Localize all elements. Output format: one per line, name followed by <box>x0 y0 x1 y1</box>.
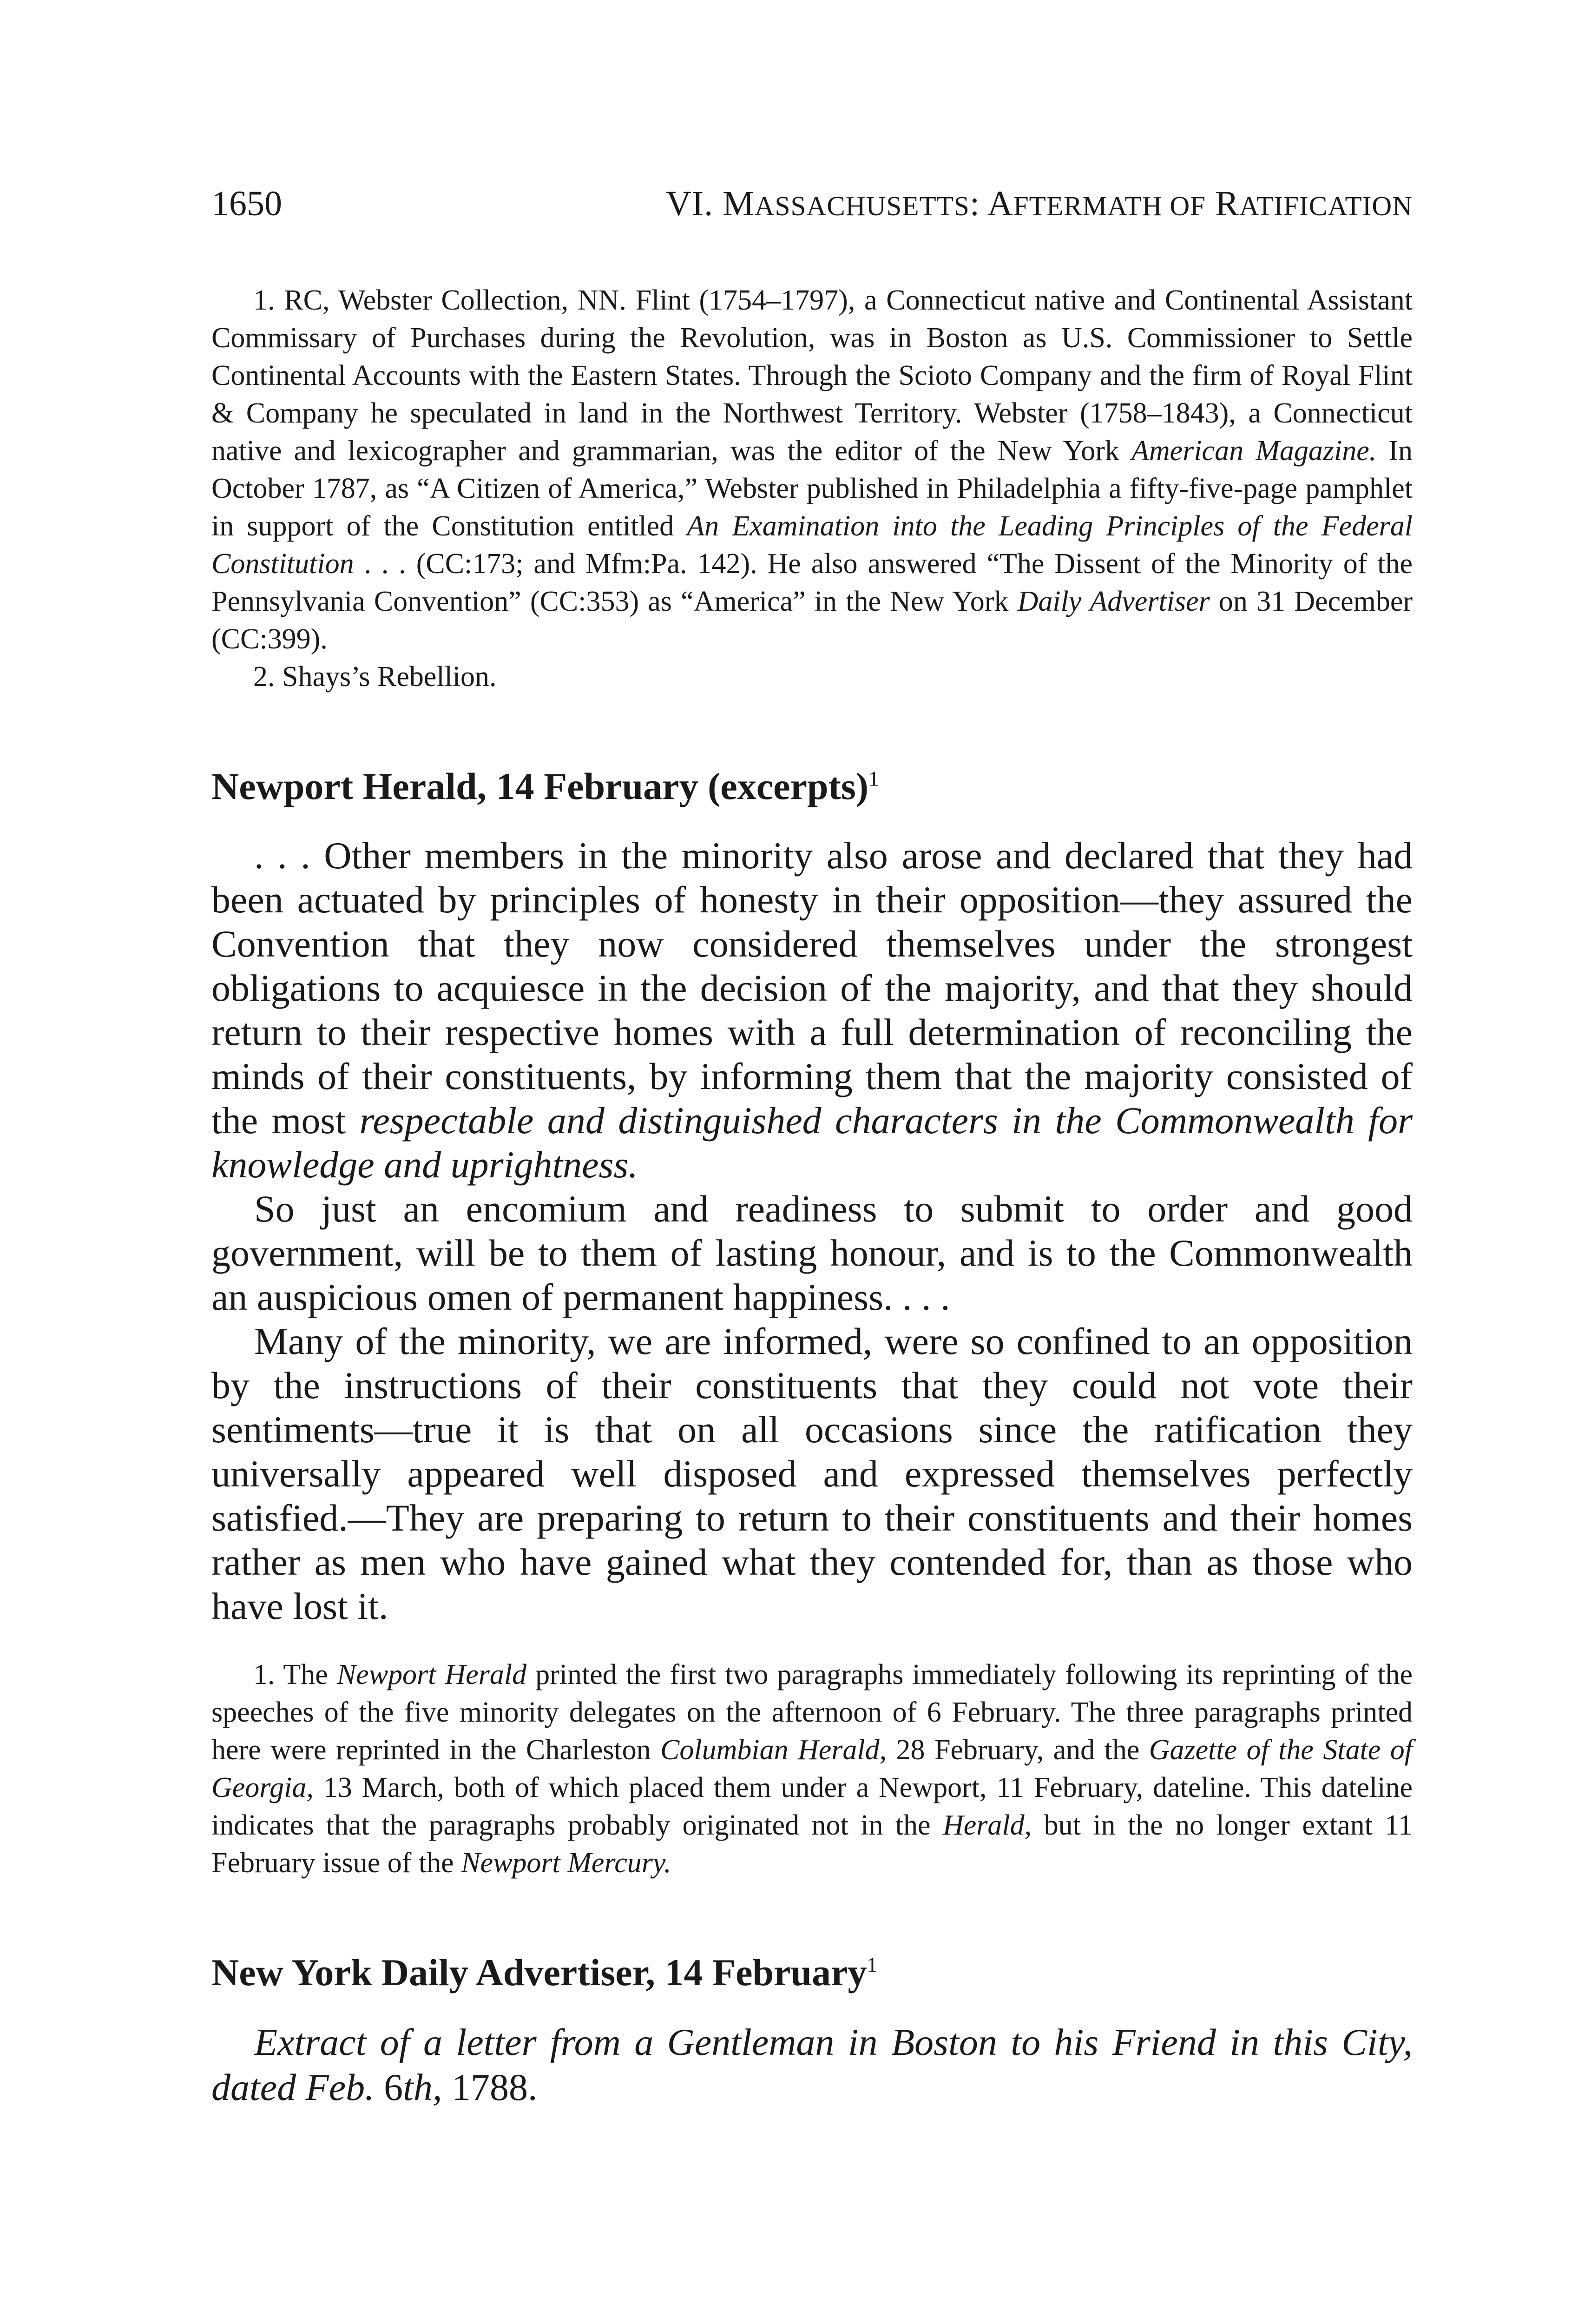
footnote-1: 1. RC, Webster Collection, NN. Flint (1754–1797), a Connecticut native and Continental Assistant Commissary of Purchases during the Revolution, was in Boston as U.S. Commissioner to Settle Continental Accounts with the Eastern States. Through the Scioto Company and the firm of Royal Flint & Company he speculated in land in the Northwest Territory. Webster (1758–1843), a Connecticut native and lexicographer and grammarian, was the editor of the New York American Magazine. In October 1787, as “A Citizen of America,” Webster published in Philadelphia a fifty-five-page pamphlet in support of the Constitution entitled An Examination into the Leading Principles of the Federal Constitution . . . (CC:173; and Mfm:Pa. 142). He also answered “The Dissent of the Minority of the Pennsylvania Convention” (CC:353) as “America” in the New York Daily Advertiser on 31 December (CC:399). <box>211 284 1413 655</box>
section-footnotes <box>211 1656 1413 1882</box>
paragraph-1: . . . Other members in the minority also arose and declared that they had been actuated by principles of honesty in their opposition—they assured the Convention that they now considered themselves under the strongest obligations to acquiesce in the decision of the majority, and that they should return to their respective homes with a full determination of reconciling the minds of their constituents, by informing them that the majority consisted of the most respectable and distinguished characters in the Commonwealth for knowledge and uprightness. <box>211 834 1413 1186</box>
running-head <box>211 186 1413 221</box>
running-title: VI. MASSACHUSETTS: AFTERMATH OF RATIFICATION <box>665 184 1413 223</box>
section-heading-newport-herald: Newport Herald, 14 February (excerpts)$^1$ <box>211 765 879 807</box>
extract-line: Extract of a letter from a Gentleman in Boston to his Friend in this City, dated Feb. 6th, 1788. <box>211 2021 1413 2109</box>
document-page <box>211 186 1413 2110</box>
section-heading-daily-advertiser: New York Daily Advertiser, 14 February$^1$ <box>211 1951 878 1994</box>
top-footnotes <box>211 282 1413 696</box>
paragraph-3: Many of the minority, we are informed, were so confined to an opposition by the instructions of their constituents that they could not vote their sentiments—true it is that on all occasions since the ratification they universally appeared well disposed and expressed themselves perfectly satisfied.—They are preparing to return to their constituents and their homes rather as men who have gained what they contended for, than as those who have lost it. <box>211 1320 1413 1628</box>
page-number: 1650 <box>211 184 282 223</box>
paragraph-2: So just an encomium and readiness to submit to order and good government, will be to them of lasting honour, and is to the Commonwealth an auspicious omen of permanent happiness. . . . <box>211 1188 1413 1319</box>
footnote-2: 2. Shays’s Rebellion. <box>253 661 497 693</box>
footnote-newport-1: 1. The Newport Herald printed the first two paragraphs immediately following its reprinting of the speeches of the five minority delegates on the afternoon of 6 February. The three paragraphs printed here were reprinted in the Charleston Columbian Herald, 28 February, and the Gazette of the State of Georgia, 13 March, both of which placed them under a Newport, 11 February, dateline. This dateline indicates that the paragraphs probably originated not in the Herald, but in the no longer extant 11 February issue of the Newport Mercury. <box>211 1659 1413 1879</box>
